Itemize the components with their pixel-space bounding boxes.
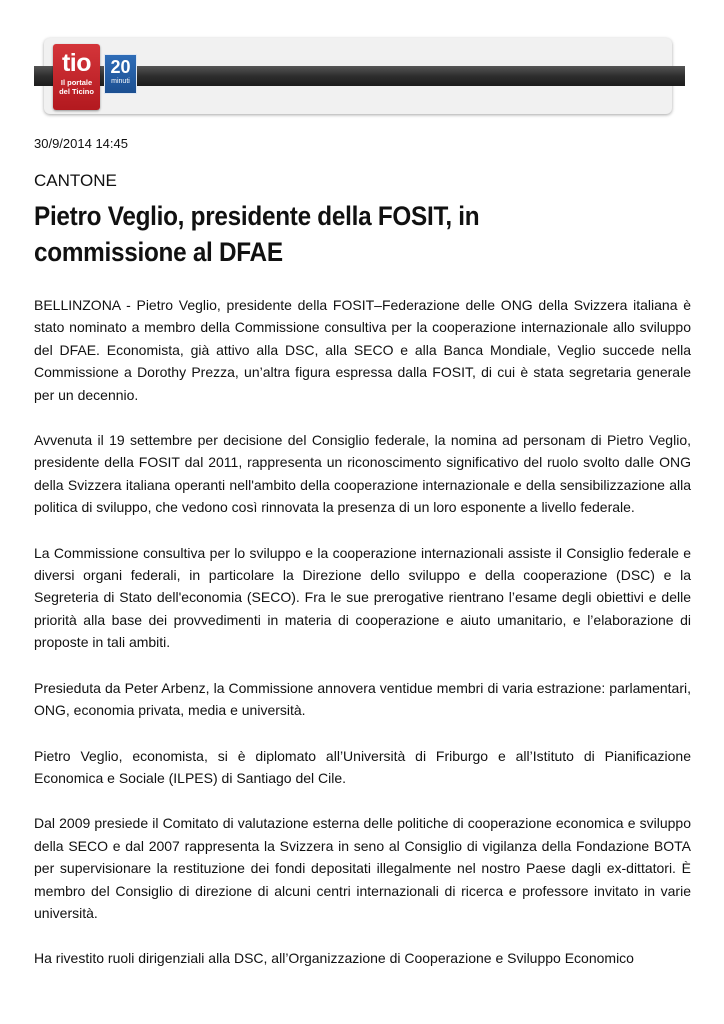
- article-paragraph: Presieduta da Peter Arbenz, la Commissione annovera ventidue membri di varia estrazione: parlamentari, ONG, economia privata, media e università.: [34, 679, 691, 719]
- article-date: 30/9/2014 14:45: [34, 136, 128, 151]
- article-title: Pietro Veglio, presidente della FOSIT, in commissione al DFAE: [34, 201, 480, 267]
- article-paragraph: Dal 2009 presiede il Comitato di valutazione esterna delle politiche di cooperazione economica e sviluppo della SECO e dal 2007 rappresenta la Svizzera in seno al Consiglio di vigilanza della Fondazione BOTA per supervisionare la restituzione dei fondi depositati illegalmente nel nostro Paese dagli ex-dittatori. È membro del Consiglio di direzione di alcuni centri internazionali di ricerca e professore invitato in varie università.: [34, 815, 691, 921]
- article-paragraph: BELLINZONA - Pietro Veglio, presidente della FOSIT–Federazione delle ONG della Svizzera italiana è stato nominato a membro della Commissione consultiva per la cooperazione internazionale allo sviluppo del DFAE. Economista, già attivo alla DSC, alla SECO e alla Banca Mondiale, Veglio succede nella Commissione a Dorothy Prezza, un’altra figura espressa dalla FOSIT, di cui è stata segretaria generale per un decennio.: [34, 297, 691, 403]
- article-paragraph: Ha rivestito ruoli dirigenziali alla DSC, all’Organizzazione di Cooperazione e Sviluppo Economico: [34, 950, 634, 967]
- tio-logo-tagline-1: Il portale: [60, 78, 93, 87]
- 20-minuti-logo-number: 20: [110, 57, 131, 77]
- 20-minuti-logo[interactable]: [104, 54, 137, 94]
- article-body: [34, 294, 691, 993]
- article-paragraph: La Commissione consultiva per lo sviluppo e la cooperazione internazionali assiste il Consiglio federale e diversi organi federali, in particolare la Direzione dello sviluppo e della cooperazione (DSC) e la Segreteria di Stato dell'economia (SECO). Fra le sue prerogative rientrano l’esame degli obiettivi e delle priorità alla base dei provvedimenti in materia di cooperazione e aiuto umanitario, e l’elaborazione di proposte in tali ambiti.: [34, 544, 691, 651]
- tio-logo-tagline-2: del Ticino: [59, 87, 94, 96]
- tio-logo-word: tio: [61, 49, 92, 77]
- 20-minuti-logo-word: minuti: [111, 78, 130, 85]
- article-paragraph: Pietro Veglio, economista, si è diplomato all’Università di Friburgo e all’Istituto di Pianificazione Economica e Sociale (ILPES) di Santiago del Cile.: [34, 747, 691, 786]
- tio-logo[interactable]: [53, 44, 100, 110]
- article-section: CANTONE: [34, 171, 117, 190]
- article-paragraph: Avvenuta il 19 settembre per decisione del Consiglio federale, la nomina ad personam di Pietro Veglio, presidente della FOSIT dal 2011, rappresenta un riconoscimento significativo del ruolo svolto dalle ONG della Svizzera italiana operanti nell'ambito della cooperazione internazionale e della sensibilizzazione alla politica di sviluppo, che vedono così rinnovata la presenza di un loro esponente a livello federale.: [34, 432, 691, 516]
